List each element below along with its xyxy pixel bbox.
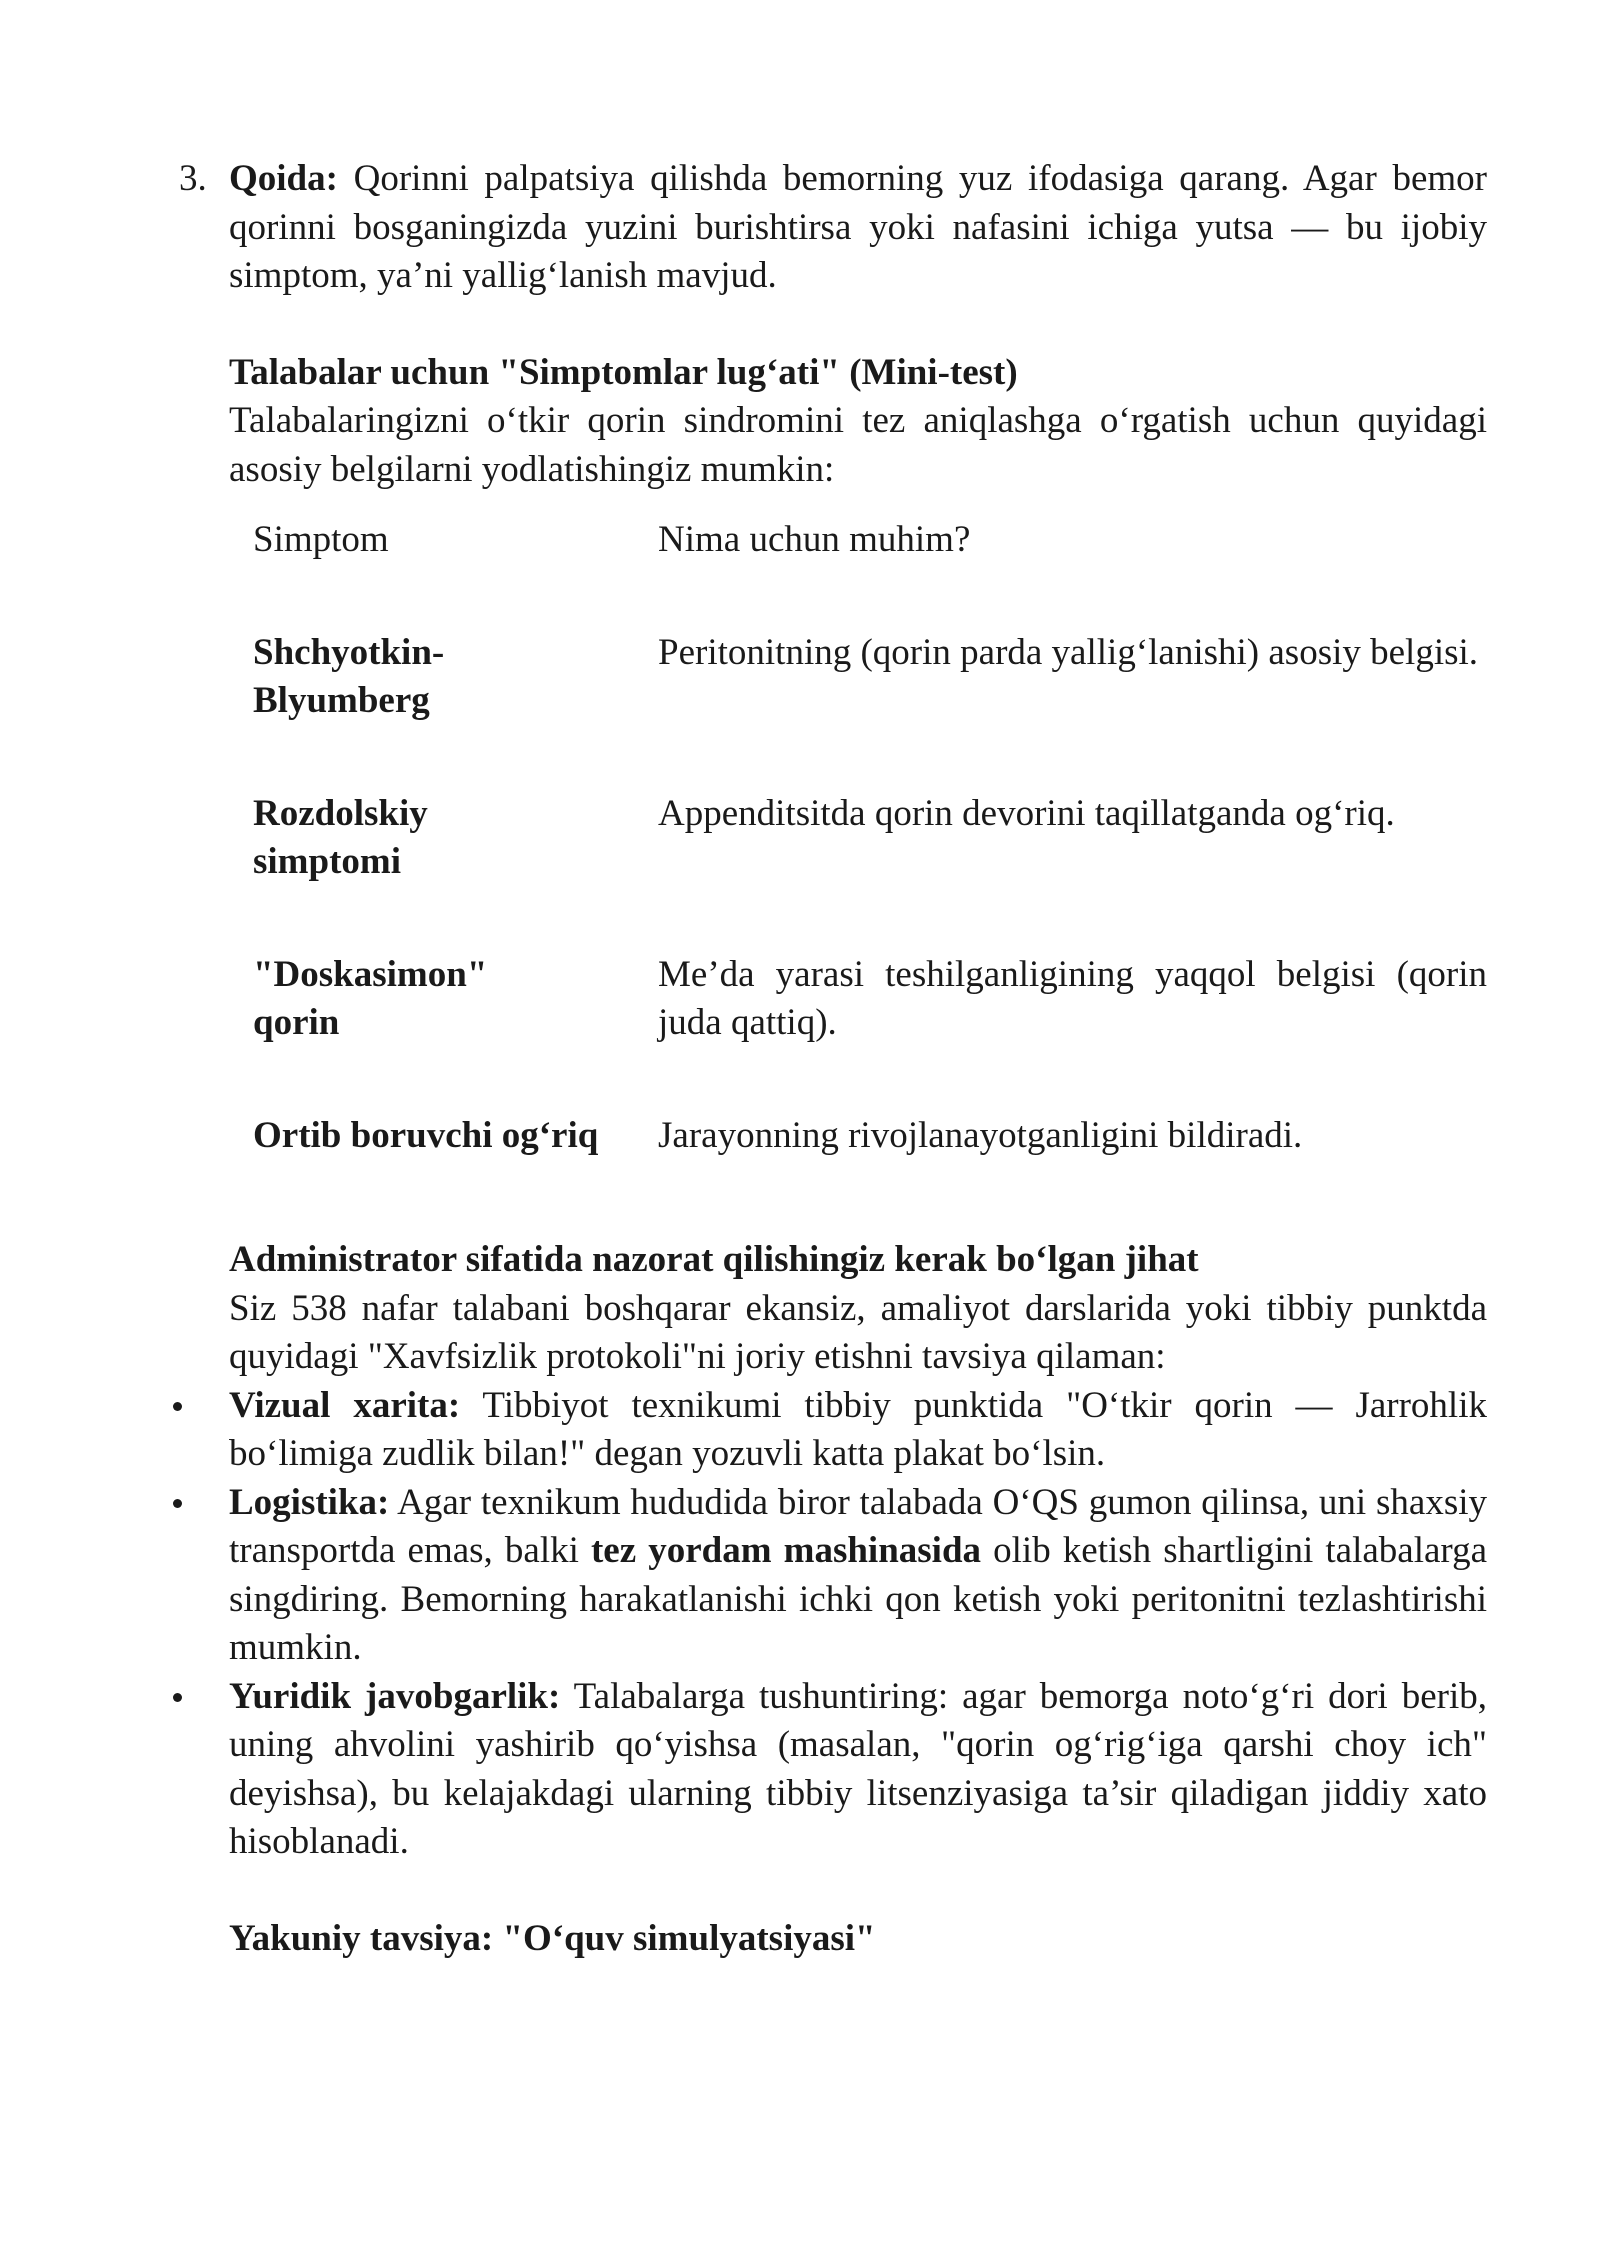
admin-intro: Siz 538 nafar talabani boshqarar ekansiz, amaliyot darslarida yoki tibbiy punktda quyidagi "Xavfsizlik protokoli"ni joriy etishni tavsiya qilaman: (229, 1287, 1487, 1377)
bullet-text-after: olib ketish shartligini talabalarga singdiring. Bemorning harakatlanishi ichki qon ketish yoki peritonitni tezlashtirishi mumkin. (229, 1530, 1487, 1668)
bullet-emphasis: tez yordam mashinasida (590, 1530, 982, 1571)
list-item (229, 1673, 1487, 1867)
rule-label: Qoida: (229, 158, 338, 199)
column-header-why: Nima uchun muhim? (658, 519, 971, 560)
symptom-why: Me’da yarasi teshilganligining yaqqol belgisi (qorin juda qattiq). (658, 953, 1487, 1043)
final-heading: Yakuniy tavsiya: "O‘quv simulyatsiyasi" (229, 1917, 876, 1959)
bullet-icon (173, 1693, 182, 1702)
admin-bullet-list (229, 1382, 1487, 1867)
bullet-text: Tibbiyot texnikumi tibbiy punktida "O‘tkir qorin — Jarrohlik bo‘limiga zudlik bilan!" degan yozuvli katta plakat bo‘lsin. (229, 1384, 1487, 1474)
bullet-text-before: Agar texnikum hududida biror talabada O‘QS gumon qilinsa, uni shaxsiy transportda emas, balki (229, 1481, 1487, 1571)
symptom-name: Shchyotkin-Blyumberg (253, 631, 445, 721)
symptom-name: Ortib boruvchi og‘riq (253, 1114, 599, 1156)
list-item (229, 1479, 1487, 1673)
symptom-why: Jarayonning rivojlanayotganligini bildiradi. (658, 1114, 1303, 1156)
glossary-heading: Talabalar uchun "Simptomlar lug‘ati" (Mini-test) (229, 351, 1018, 393)
list-item (229, 1382, 1487, 1479)
symptom-why: Appenditsitda qorin devorini taqillatganda og‘riq. (658, 792, 1395, 834)
table-header-row (253, 516, 1487, 629)
table-row (253, 1112, 1487, 1161)
bullet-label: Vizual xarita: (229, 1384, 461, 1426)
glossary-intro: Talabalaringizni o‘tkir qorin sindromini tez aniqlashga o‘rgatish uchun quyidagi asosiy belgilarni yodlatishingiz mumkin: (229, 400, 1487, 490)
symptoms-table (253, 516, 1487, 1160)
bullet-label: Yuridik javobgarlik: (229, 1675, 561, 1717)
bullet-icon (173, 1499, 182, 1508)
symptom-name: "Doskasimon" qorin (253, 953, 488, 1043)
table-row (253, 790, 1487, 951)
document-content (179, 155, 1487, 1963)
symptom-why: Peritonitning (qorin parda yallig‘lanishi) asosiy belgisi. (658, 631, 1479, 673)
table-row (253, 629, 1487, 790)
symptom-name: Rozdolskiy simptomi (253, 792, 428, 882)
rule-item (179, 155, 1487, 301)
bullet-icon (173, 1402, 182, 1411)
bullet-label: Logistika: (229, 1481, 390, 1523)
bullet-text: Talabalarga tushuntiring: agar bemorga noto‘g‘ri dori berib, uning ahvolini yashirib qo‘yishsa (masalan, "qorin og‘rig‘iga qarshi choy ich" deyishsa), bu kelajakdagi ularning tibbiy litsenziyasiga ta’sir qiladigan jiddiy xato hisoblanadi. (229, 1675, 1487, 1862)
column-header-symptom: Simptom (253, 519, 389, 560)
list-number: 3. (179, 158, 207, 199)
rule-text: Qorinni palpatsiya qilishda bemorning yuz ifodasiga qarang. Agar bemor qorinni bosganingizda yuzini burishtirsa yoki nafasini ichiga yutsa — bu ijobiy simptom, ya’ni yallig‘lanish mavjud. (229, 158, 1487, 296)
table-row (253, 951, 1487, 1112)
admin-heading: Administrator sifatida nazorat qilishingiz kerak bo‘lgan jihat (229, 1239, 1199, 1280)
